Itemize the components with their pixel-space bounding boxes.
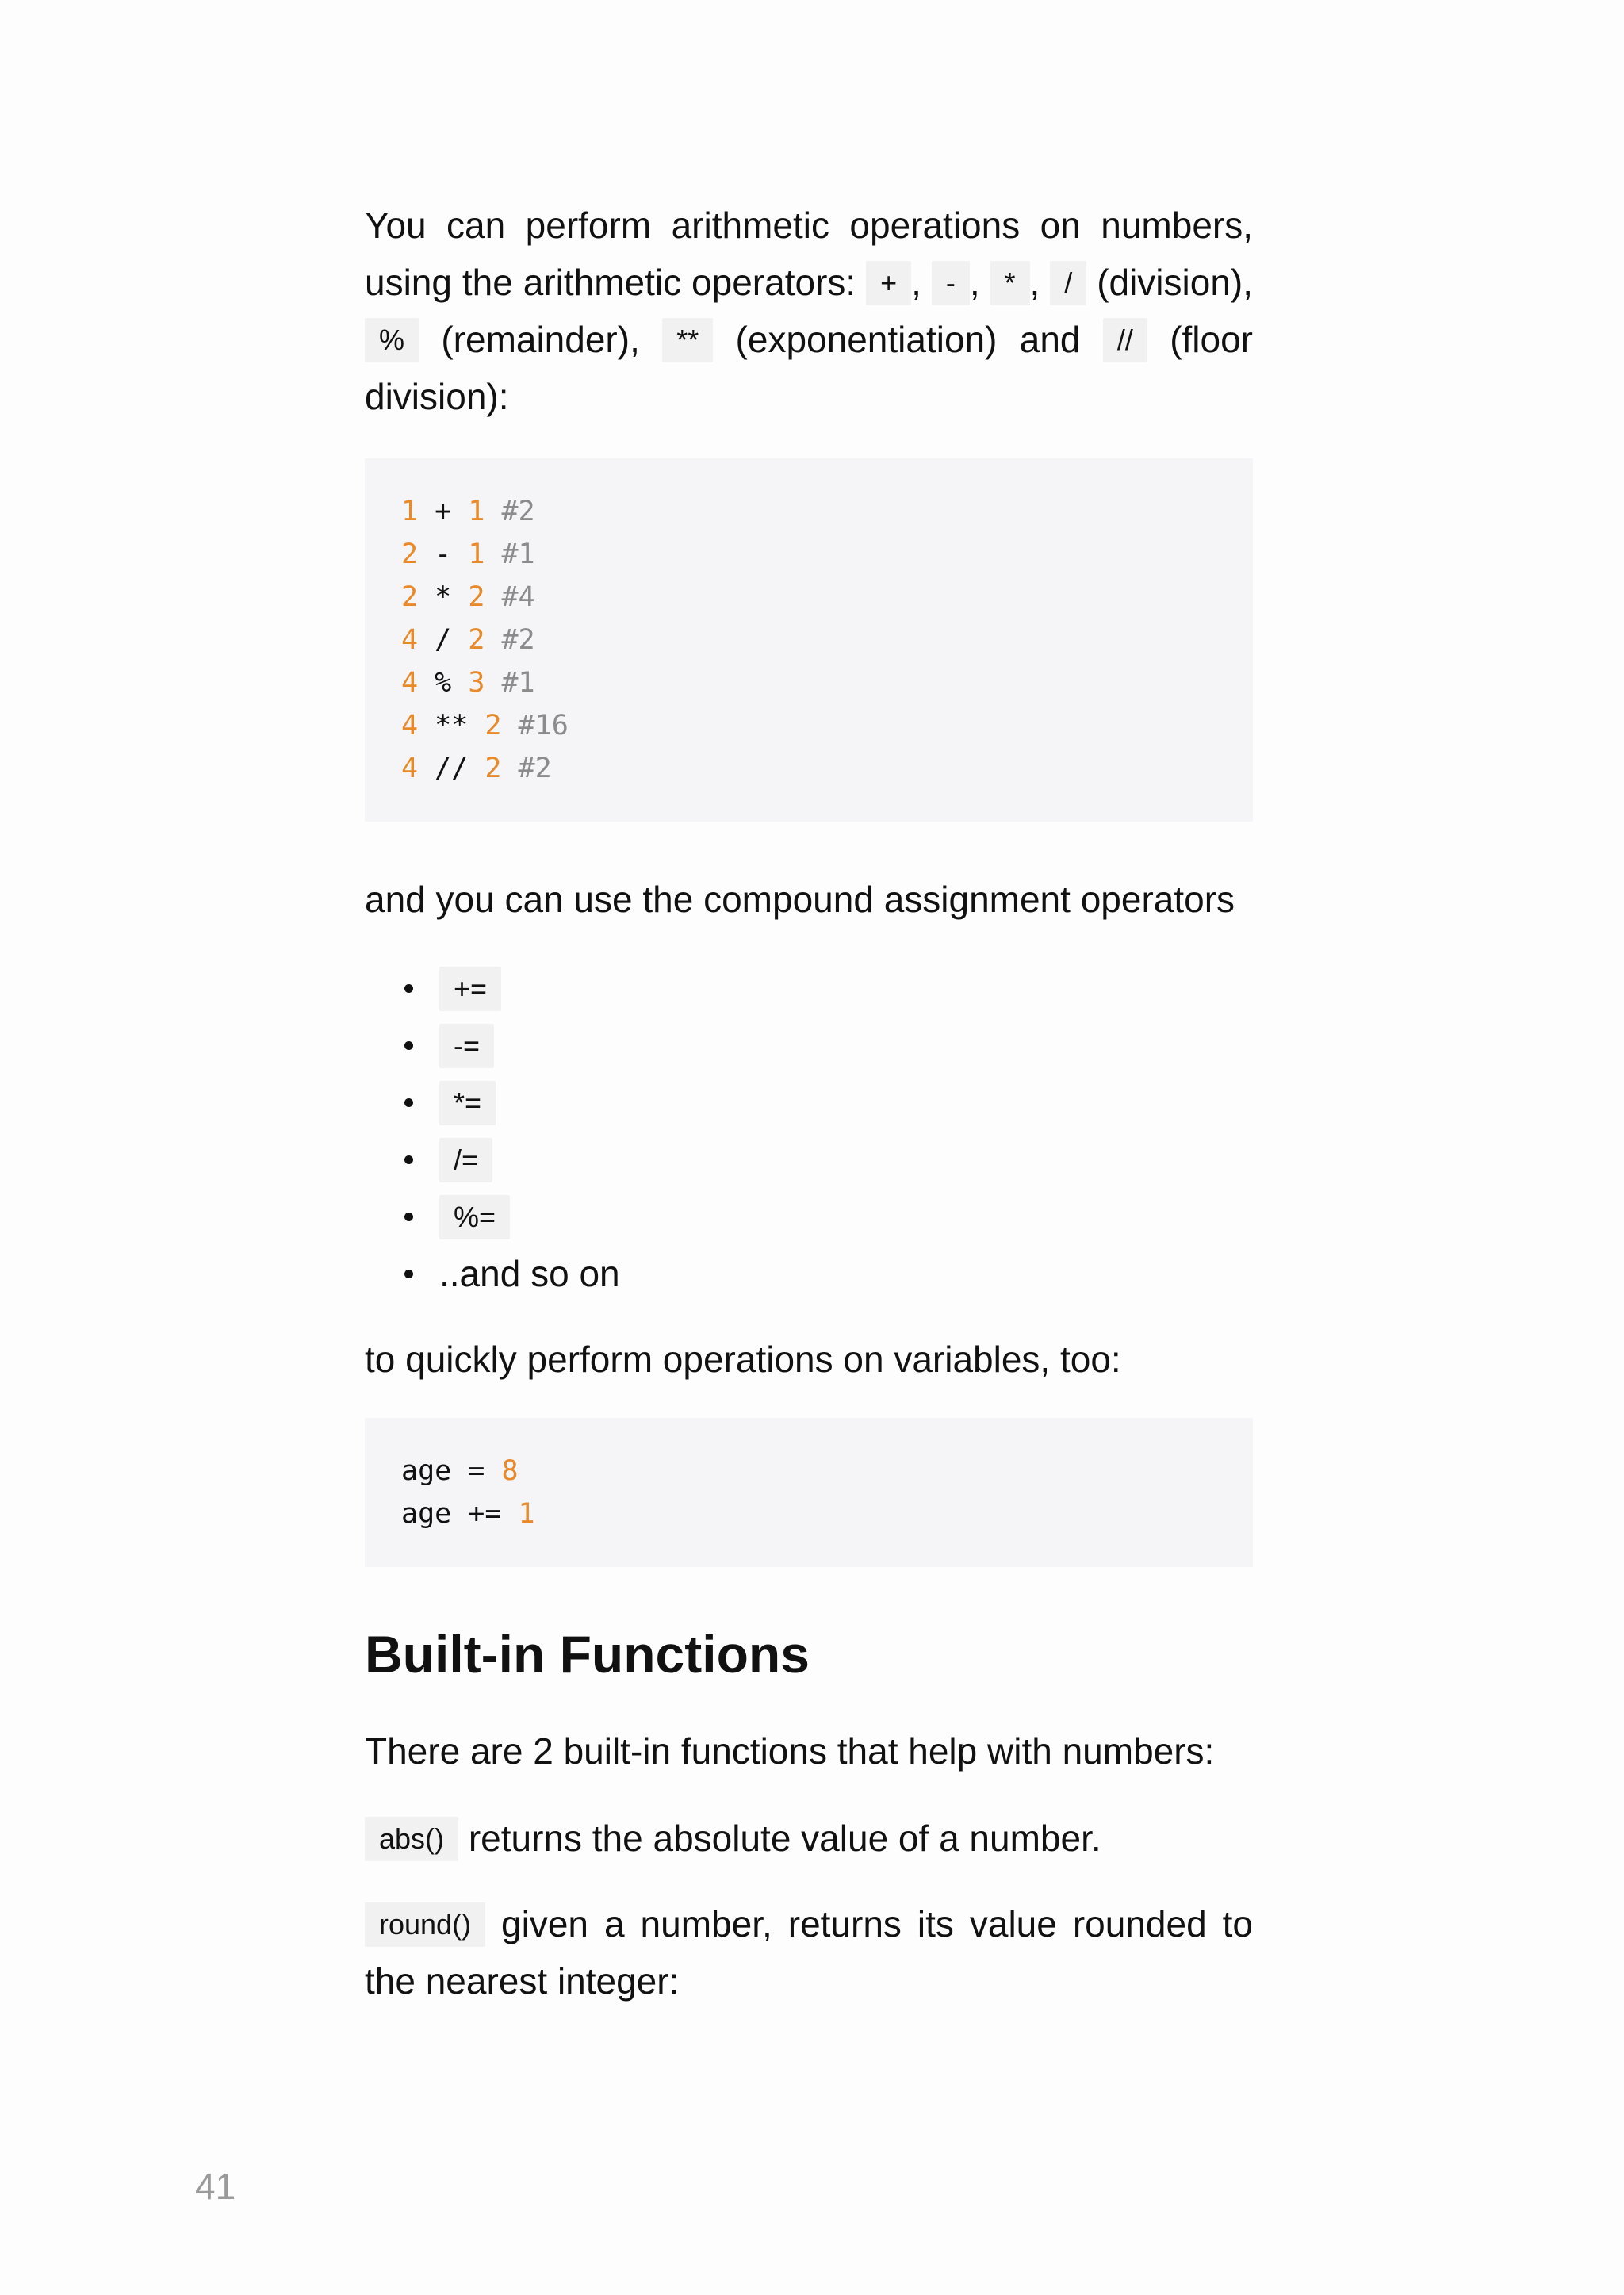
text: (division), <box>1097 262 1254 303</box>
code-line: 4 ** 2 #16 <box>401 710 569 741</box>
inline-code-floor-division: // <box>1103 318 1147 362</box>
code-line: 4 / 2 #2 <box>401 624 535 656</box>
comma: , <box>1029 262 1040 303</box>
inline-code-remainder: % <box>365 318 419 362</box>
text: (exponentiation) and <box>735 319 1081 360</box>
inline-code: += <box>439 967 501 1011</box>
code-line: age += 1 <box>401 1498 535 1530</box>
inline-code: -= <box>439 1024 494 1068</box>
code-line: 4 % 3 #1 <box>401 667 535 699</box>
text: You can perform arithmetic operations on numbers, using the arithmetic operators: <box>365 205 1253 303</box>
arithmetic-paragraph <box>365 197 1253 425</box>
inline-code: /= <box>439 1138 492 1182</box>
comma: , <box>911 262 921 303</box>
bullet-icon <box>404 1213 413 1221</box>
inline-code-exponent: ** <box>662 318 713 362</box>
page-number: 41 <box>195 2166 236 2207</box>
inline-code-multiply: * <box>990 261 1030 305</box>
builtin-intro: There are 2 built-in functions that help with numbers: <box>365 1730 1215 1772</box>
list-item <box>365 1188 1253 1245</box>
round-paragraph <box>365 1895 1253 2010</box>
comma: , <box>969 262 980 303</box>
inline-code: %= <box>439 1195 510 1239</box>
inline-code-abs: abs() <box>365 1817 458 1861</box>
code-line: 2 - 1 #1 <box>401 538 535 570</box>
abs-paragraph <box>365 1810 1253 1867</box>
code-line: 2 * 2 #4 <box>401 581 535 613</box>
code-line: 1 + 1 #2 <box>401 496 535 527</box>
inline-code: *= <box>439 1081 496 1125</box>
list-item <box>365 1017 1253 1074</box>
inline-code-round: round() <box>365 1902 485 1947</box>
code-block-arithmetic <box>365 458 1253 822</box>
bullet-icon <box>404 1098 413 1107</box>
inline-code-divide: / <box>1050 261 1086 305</box>
bullet-icon <box>404 1155 413 1164</box>
list-item-text: ..and so on <box>439 1253 620 1294</box>
bullet-icon <box>404 1270 413 1278</box>
list-item <box>365 1245 1253 1302</box>
bullet-icon <box>404 984 413 993</box>
page-content <box>365 197 1253 2010</box>
compound-intro: and you can use the compound assignment operators <box>365 879 1235 920</box>
text: (floor division): <box>365 319 1253 417</box>
list-item <box>365 1074 1253 1131</box>
code-block-variables <box>365 1418 1253 1567</box>
code-line: age = 8 <box>401 1455 519 1487</box>
text: given a number, returns its value rounded to the nearest integer: <box>365 1903 1253 2002</box>
inline-code-minus: - <box>932 261 970 305</box>
inline-code-plus: + <box>866 261 911 305</box>
text: (remainder), <box>441 319 640 360</box>
text: returns the absolute value of a number. <box>468 1818 1101 1859</box>
list-item <box>365 960 1253 1017</box>
section-heading: Built-in Functions <box>365 1625 810 1684</box>
code-line: 4 // 2 #2 <box>401 753 552 784</box>
variables-intro: to quickly perform operations on variables, too: <box>365 1339 1121 1380</box>
list-item <box>365 1131 1253 1188</box>
compound-operators-list <box>365 960 1253 1302</box>
bullet-icon <box>404 1041 413 1050</box>
